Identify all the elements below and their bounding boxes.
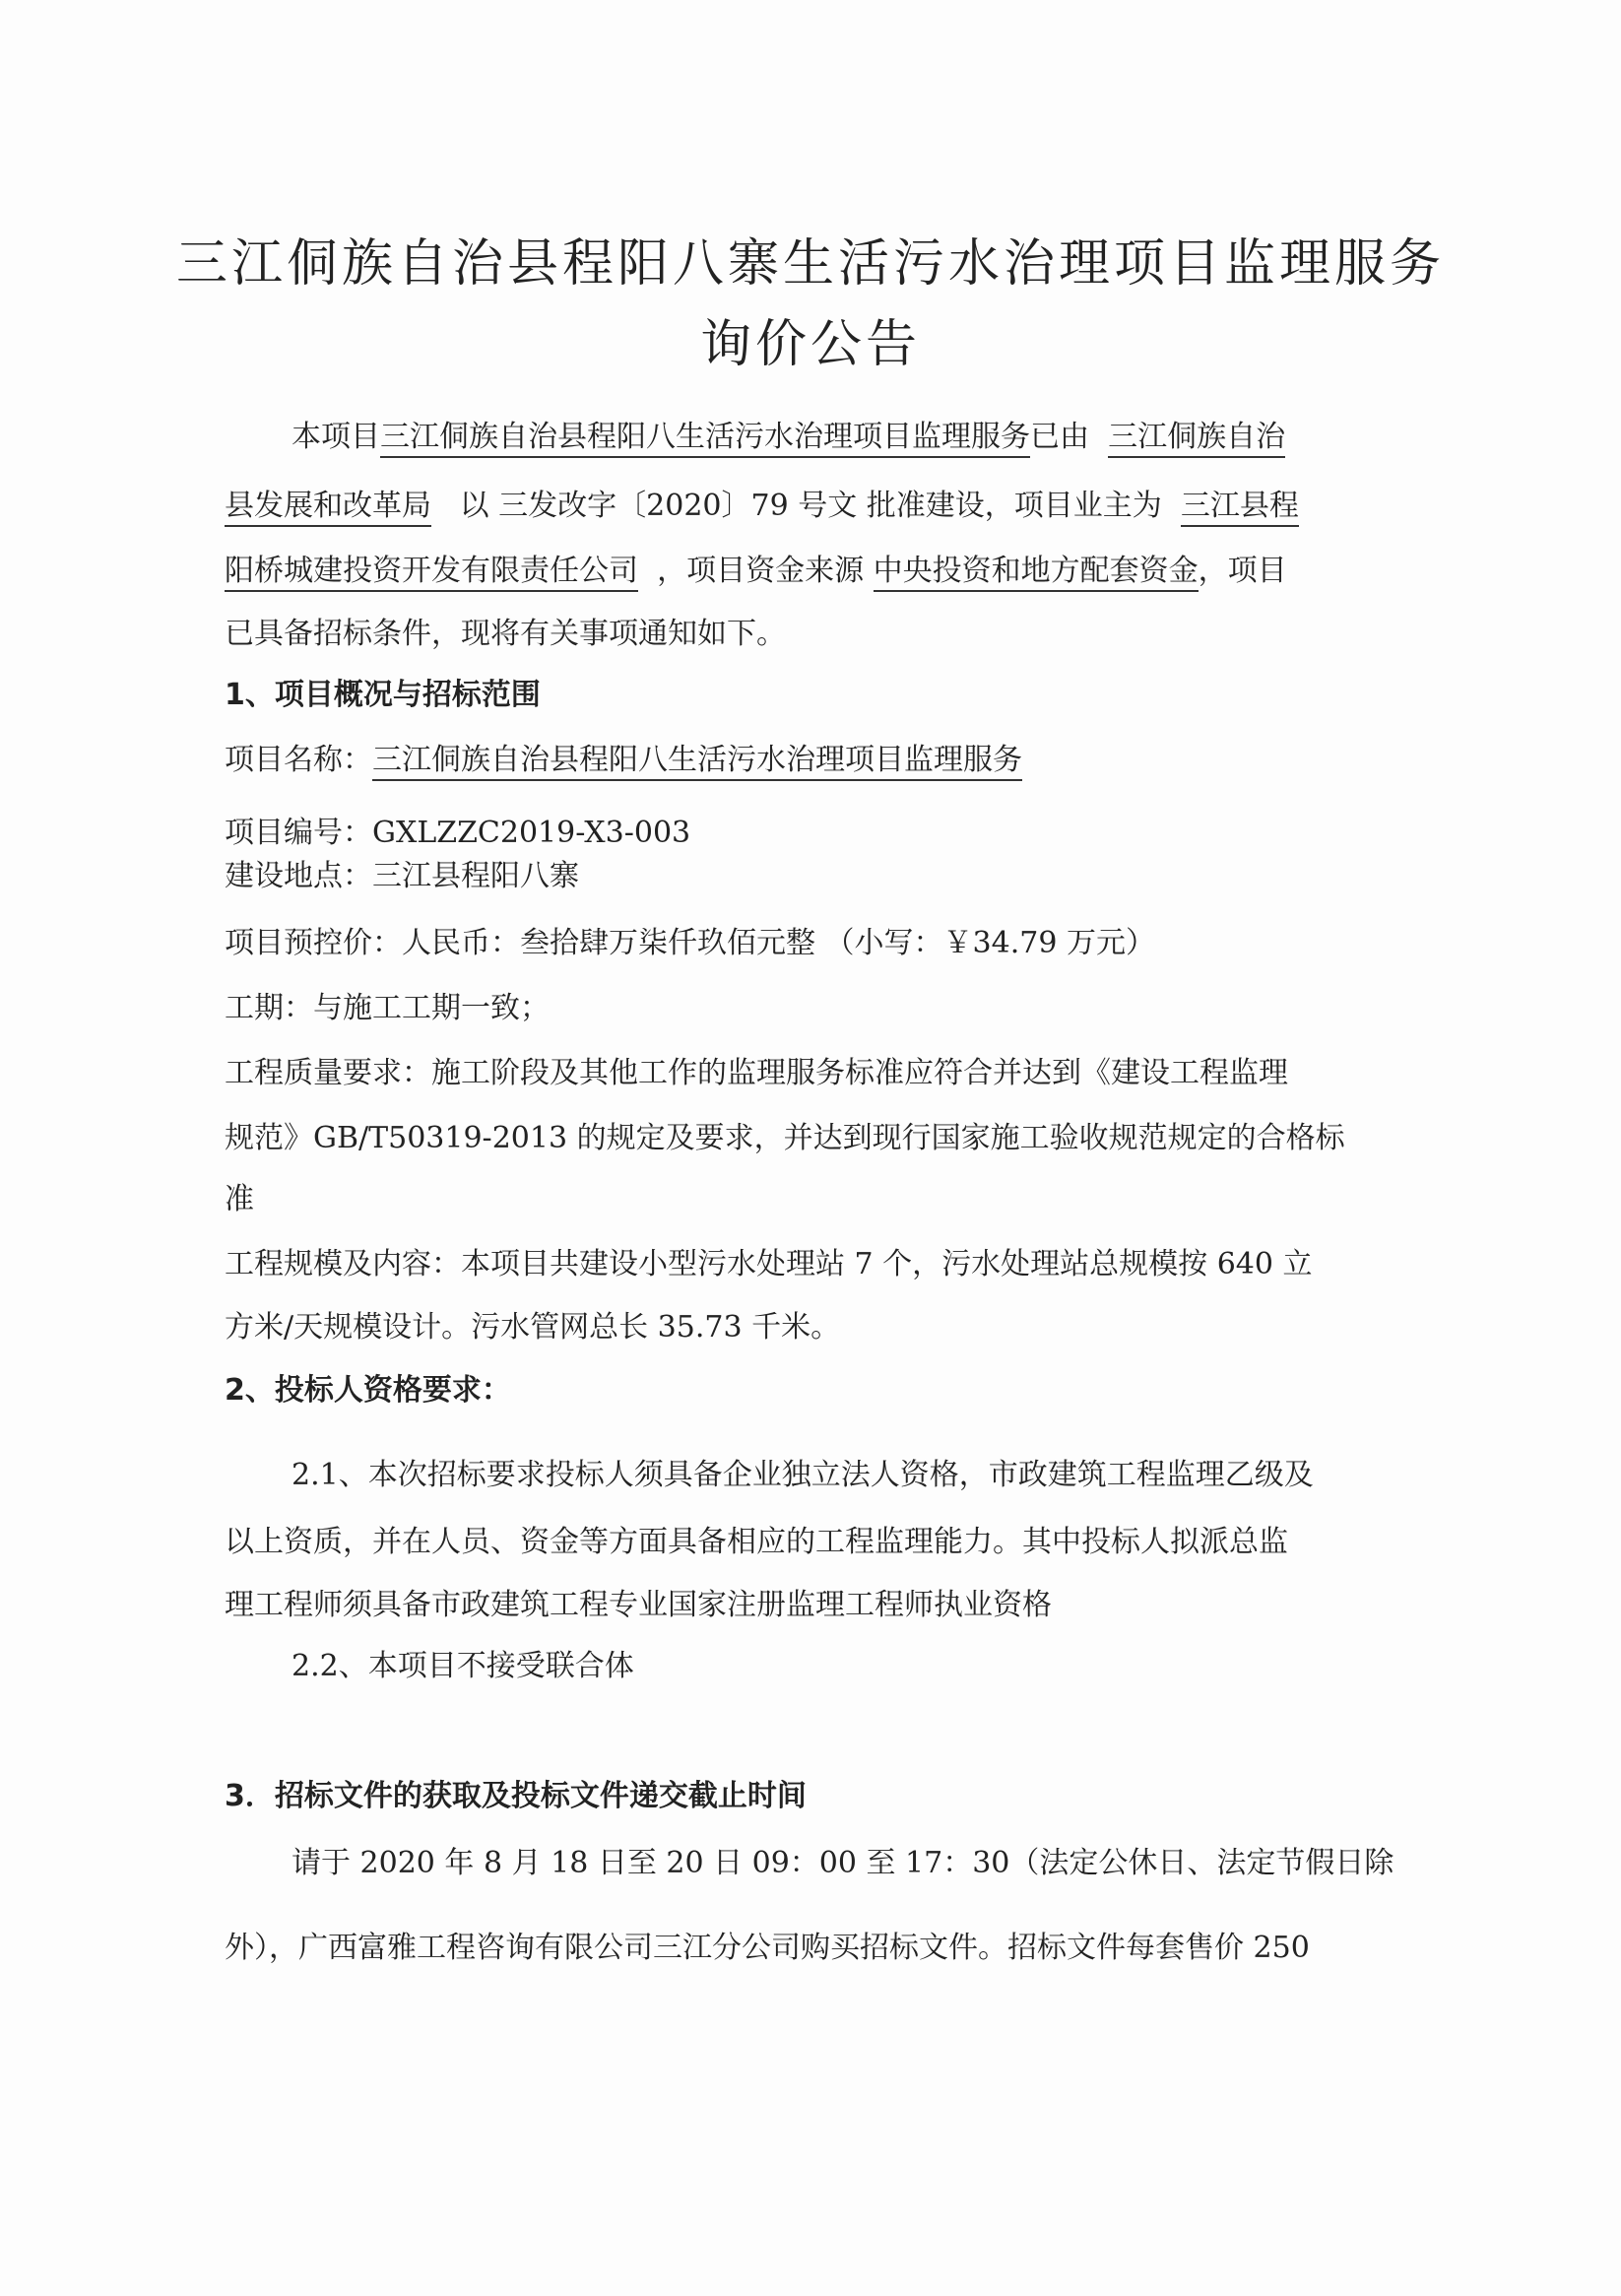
intro-line-2 [225,487,1299,526]
intro-project-name: 三江侗族自治县程阳八生活污水治理项目监理服务 [380,420,1030,458]
intro-line-1 [292,418,1285,457]
qualification-line-2: 以上资质，并在人员、资金等方面具备相应的工程监理能力。其中投标人拟派总监 [225,1525,1288,1559]
section3-line-1: 请于 2020 年 8 月 18 日至 20 日 09：00 至 17：30（法定公休日、法定节假日除 [292,1846,1394,1880]
intro-text: 以 三发改字〔2020〕79 号文 批准建设，项目业主为 [459,489,1162,523]
project-name-line [225,741,1022,780]
intro-owner: 三江县程 [1181,489,1299,527]
intro-approver: 县发展和改革局 [225,489,431,527]
intro-text: ，项目资金来源 [657,554,865,588]
quality-line-3: 准 [225,1182,254,1216]
intro-text: 本项目 [292,420,380,454]
intro-line-4: 已具备招标条件，现将有关事项通知如下。 [225,617,786,651]
quality-line-1: 工程质量要求：施工阶段及其他工作的监理服务标准应符合并达到《建设工程监理 [225,1056,1288,1090]
project-name-label: 项目名称： [225,743,372,777]
qualification-line-1: 2.1、本次招标要求投标人须具备企业独立法人资格，市政建筑工程监理乙级及 [292,1458,1314,1492]
intro-owner: 阳桥城建投资开发有限责任公司 [225,554,638,592]
scale-line-2: 方米/天规模设计。污水管网总长 35.73 千米。 [225,1310,841,1345]
qualification-line-3: 理工程师须具备市政建筑工程专业国家注册监理工程师执业资格 [225,1588,1052,1622]
document-title-line2: 询价公告 [699,315,921,374]
intro-text: 已由 [1030,420,1089,454]
intro-funding-source: 中央投资和地方配套资金 [874,554,1199,592]
project-code: 项目编号：GXLZZC2019-X3-003 [225,816,691,850]
section1-heading: 1、项目概况与招标范围 [225,678,541,712]
intro-line-3 [225,552,1287,591]
section2-heading: 2、投标人资格要求： [225,1373,511,1408]
section3-line-2: 外），广西富雅工程咨询有限公司三江分公司购买招标文件。招标文件每套售价 250 [225,1931,1310,1965]
document-title-line1: 三江侗族自治县程阳八寨生活污水治理项目监理服务 [175,234,1445,294]
project-period: 工期：与施工工期一致； [225,991,550,1025]
intro-text: ，项目 [1198,554,1287,588]
project-location: 建设地点：三江县程阳八寨 [225,859,579,893]
intro-approver: 三江侗族自治 [1108,420,1285,458]
project-name-value: 三江侗族自治县程阳八生活污水治理项目监理服务 [372,743,1022,781]
qualification-line-4: 2.2、本项目不接受联合体 [292,1649,634,1683]
section3-heading: 3．招标文件的获取及投标文件递交截止时间 [225,1779,807,1813]
quality-line-2: 规范》GB/T50319-2013 的规定及要求，并达到现行国家施工验收规范规定的合格标 [225,1121,1345,1155]
project-price: 项目预控价：人民币：叁拾肆万柒仟玖佰元整 （小写：￥34.79 万元） [225,926,1155,960]
scale-line-1: 工程规模及内容：本项目共建设小型污水处理站 7 个，污水处理站总规模按 640 立 [225,1247,1313,1281]
